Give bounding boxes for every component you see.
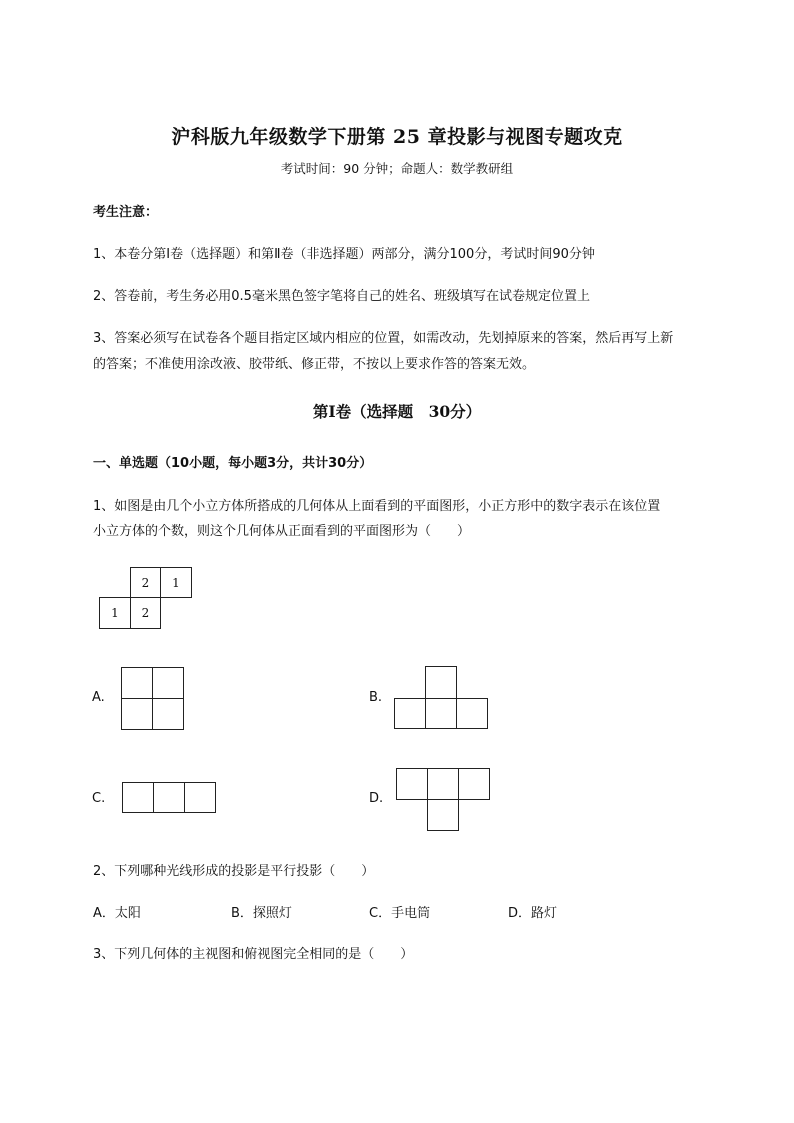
exam-info: 考试时间：90 分钟；命题人：数学教研组 [280,161,514,176]
q2-option-b[interactable]: B．探照灯 [231,906,292,921]
option-b-label[interactable]: B. [369,690,383,705]
notice-item-3: 3、答案必须写在试卷各个题目指定区域内相应的位置，如需改动，先划掉原来的答案，然后再写上新 [93,331,674,346]
notice-item-2: 2、答卷前，考生务必用0.5毫米黑色签字笔将自己的姓名、班级填写在试卷规定位置上 [93,289,590,304]
notice-item-1: 1、本卷分第I卷（选择题）和第Ⅱ卷（非选择题）两部分，满分100分，考试时间90分钟 [93,247,595,262]
grid-cell: 2 [130,597,161,629]
option-a-label[interactable]: A. [92,690,105,705]
q2-option-d[interactable]: D．路灯 [508,906,558,921]
grid-cell: 1 [99,597,131,629]
grid-cell: 2 [130,567,161,598]
notice-item-3-cont: 的答案；不准使用涂改液、胶带纸、修正带，不按以上要求作答的答案无效。 [93,357,536,372]
option-c-label[interactable]: C. [92,791,106,806]
option-d-label[interactable]: D. [369,791,384,806]
q2-option-a[interactable]: A．太阳 [93,906,141,921]
question-3-stem: 3、下列几何体的主视图和俯视图完全相同的是（ ） [93,947,414,962]
question-1-stem: 1、如图是由几个小立方体所搭成的几何体从上面看到的平面图形，小正方形中的数字表示在该位置 [93,499,661,514]
q2-option-c[interactable]: C．手电筒 [369,906,431,921]
part-heading: 一、单选题（10小题，每小题3分，共计30分） [93,456,373,471]
question-1-stem-cont: 小立方体的个数，则这个几何体从正面看到的平面图形为（ ） [93,524,471,539]
notice-heading: 考生注意： [93,205,159,220]
section-title: 第I卷（选择题 30分） [312,402,482,421]
grid-cell: 1 [160,567,192,598]
document-title: 沪科版九年级数学下册第 25 章投影与视图专题攻克 [171,126,623,148]
question-2-stem: 2、下列哪种光线形成的投影是平行投影（ ） [93,864,375,879]
